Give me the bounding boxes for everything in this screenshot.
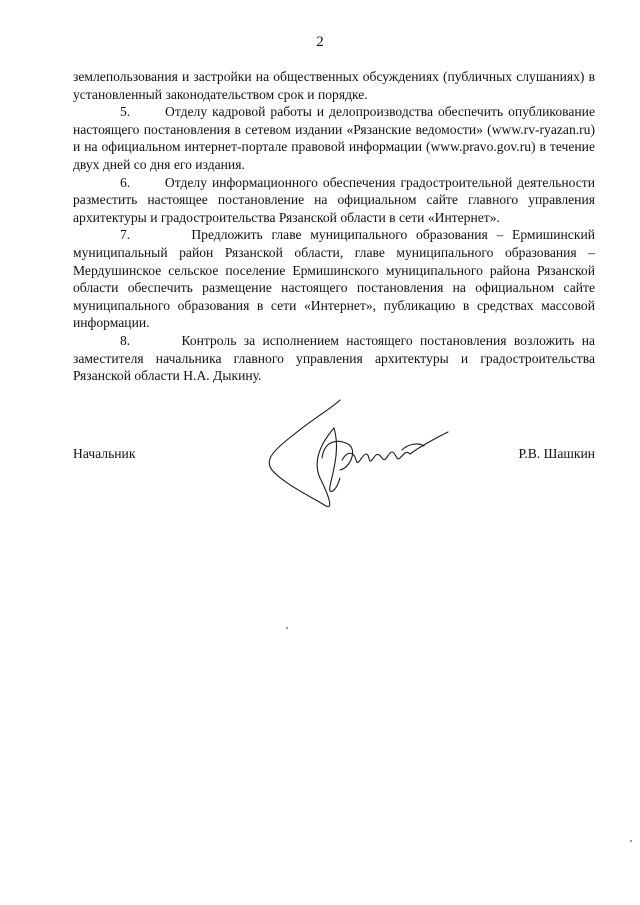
handwritten-signature [262,398,452,518]
scan-speck [630,840,632,842]
signer-name: Р.В. Шашкин [518,446,595,461]
paragraph-item-7: 7. Предложить главе муниципального образования – Ермишинский муниципальный район Рязанской области, главе муниципального образования – Мердушинское сельское поселение Ермишинского муниципального района Рязанской области обеспечить размещение настоящего постановления на официальном сайте муниципального образования в сети «Интернет», публикацию в средствах массовой информации. [73,227,595,331]
paragraph-item-8: 8. Контроль за исполнением настоящего постановления возложить на заместителя начальника главного управления архитектуры и градостроительства Рязанской области Н.А. Дыкину. [73,332,595,384]
paragraph-item-5: 5. Отделу кадровой работы и делопроизводства обеспечить опубликование настоящего постановления в сетевом издании «Рязанские ведомости» (www.rv-ryazan.ru) и на официальном интернет-портале правовой информации (www.pravo.gov.ru) в течение двух дней со дня его издания. [73,104,595,172]
document-body [73,68,595,385]
paragraph-item-6: 6. Отделу информационного обеспечения градостроительной деятельности разместить настоящее постановление на официальном сайте главного управления архитектуры и градостроительства Рязанской области в сети «Интернет». [73,174,595,225]
page-number: 2 [316,34,324,50]
scan-speck [286,627,288,629]
paragraph-continuation: землепользования и застройки на общественных обсуждениях (публичных слушаниях) в установленный законодательством срок и порядке. [73,69,595,102]
signer-role: Начальник [73,446,136,461]
